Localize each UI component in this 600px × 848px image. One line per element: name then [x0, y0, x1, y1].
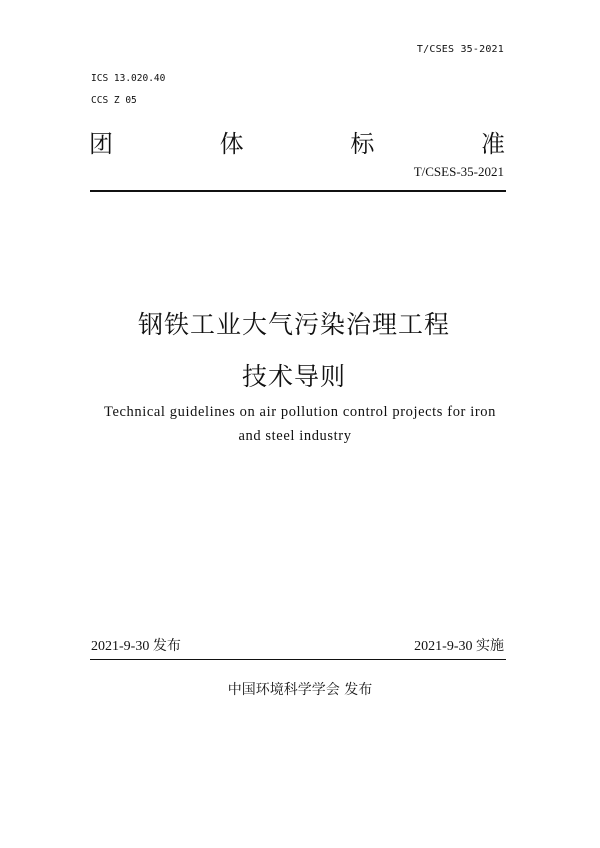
standard-type-char: 标: [350, 130, 375, 158]
title-chinese-line-1: 钢铁工业大气污染治理工程: [137, 310, 450, 339]
standard-type-char: 体: [219, 130, 244, 158]
title-english-line-1: Technical guidelines on air pollution control projects for iron: [104, 404, 496, 420]
ics-code: ICS 13.020.40: [91, 73, 166, 84]
issue-date: 2021-9-30 发布: [91, 639, 181, 654]
title-chinese-line-2: 技术导则: [241, 362, 346, 391]
standard-type-char: 准: [480, 130, 505, 158]
title-english-line-2: and steel industry: [238, 428, 352, 444]
ccs-code: CCS Z 05: [91, 95, 137, 106]
header-standard-code: T/CSES 35-2021: [416, 44, 504, 55]
standard-number: T/CSES-35-2021: [413, 164, 504, 179]
header-divider: [90, 190, 506, 192]
standard-type-heading: [89, 130, 505, 158]
publisher: 中国环境科学学会 发布: [227, 682, 373, 698]
implementation-date: 2021-9-30 实施: [414, 639, 504, 654]
standard-type-char: 团: [89, 130, 113, 158]
footer-divider: [90, 659, 506, 660]
